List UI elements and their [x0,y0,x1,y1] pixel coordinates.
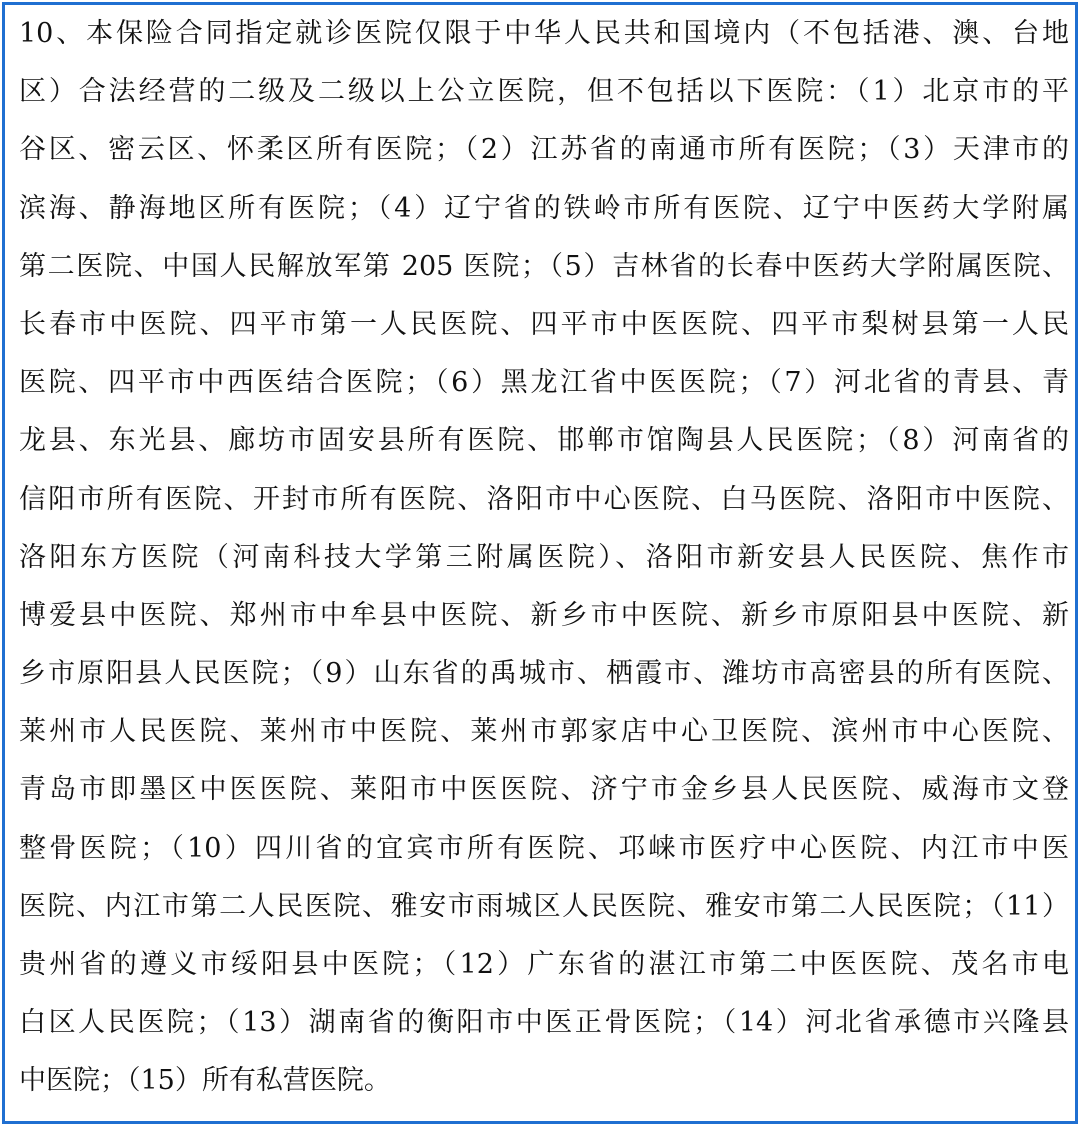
text-line: 第二医院、中国人民解放军第 205 医院；（5）吉林省的长春中医药大学附属医院、 [19,250,1069,282]
text-line: 青岛市即墨区中医医院、莱阳市中医医院、济宁市金乡县人民医院、威海市文登 [19,774,1069,806]
text-line: 白区人民医院；（13）湖南省的衡阳市中医正骨医院；（14）河北省承德市兴隆县 [19,1007,1069,1039]
text-line: 整骨医院；（10）四川省的宜宾市所有医院、邛崃市医疗中心医院、内江市中医 [19,832,1069,864]
text-line: 莱州市人民医院、莱州市中医院、莱州市郭家店中心卫医院、滨州市中心医院、 [19,716,1069,748]
text-line: 洛阳东方医院（河南科技大学第三附属医院）、洛阳市新安县人民医院、焦作市 [19,541,1069,573]
text-line: 贵州省的遵义市绥阳县中医院；（12）广东省的湛江市第二中医医院、茂名市电 [19,949,1069,980]
text-line: 医院、内江市第二人民医院、雅安市雨城区人民医院、雅安市第二人民医院；（11） [19,890,1069,922]
clause-10-text [19,5,1069,1111]
document-frame [2,2,1078,1124]
text-line: 信阳市所有医院、开封市所有医院、洛阳市中心医院、白马医院、洛阳市中医院、 [19,483,1069,515]
text-line: 长春市中医院、四平市第一人民医院、四平市中医医院、四平市梨树县第一人民 [19,308,1069,340]
text-line: 医院、四平市中西医结合医院；（6）黑龙江省中医医院；（7）河北省的青县、青 [19,367,1069,399]
text-line: 中医院；（15）所有私营医院。 [19,1065,391,1097]
text-line: 谷区、密云区、怀柔区所有医院；（2）江苏省的南通市所有医院；（3）天津市的 [19,134,1069,166]
text-line: 龙县、东光县、廊坊市固安县所有医院、邯郸市馆陶县人民医院；（8）河南省的 [19,425,1069,457]
text-line: 滨海、静海地区所有医院；（4）辽宁省的铁岭市所有医院、辽宁中医药大学附属 [19,192,1069,224]
text-line: 乡市原阳县人民医院；（9）山东省的禹城市、栖霞市、潍坊市高密县的所有医院、 [19,658,1069,690]
text-line: 10、本保险合同指定就诊医院仅限于中华人民共和国境内（不包括港、澳、台地 [19,18,1069,49]
text-line: 博爱县中医院、郑州市中牟县中医院、新乡市中医院、新乡市原阳县中医院、新 [19,599,1069,631]
text-line: 区）合法经营的二级及二级以上公立医院，但不包括以下医院：（1）北京市的平 [19,76,1069,108]
